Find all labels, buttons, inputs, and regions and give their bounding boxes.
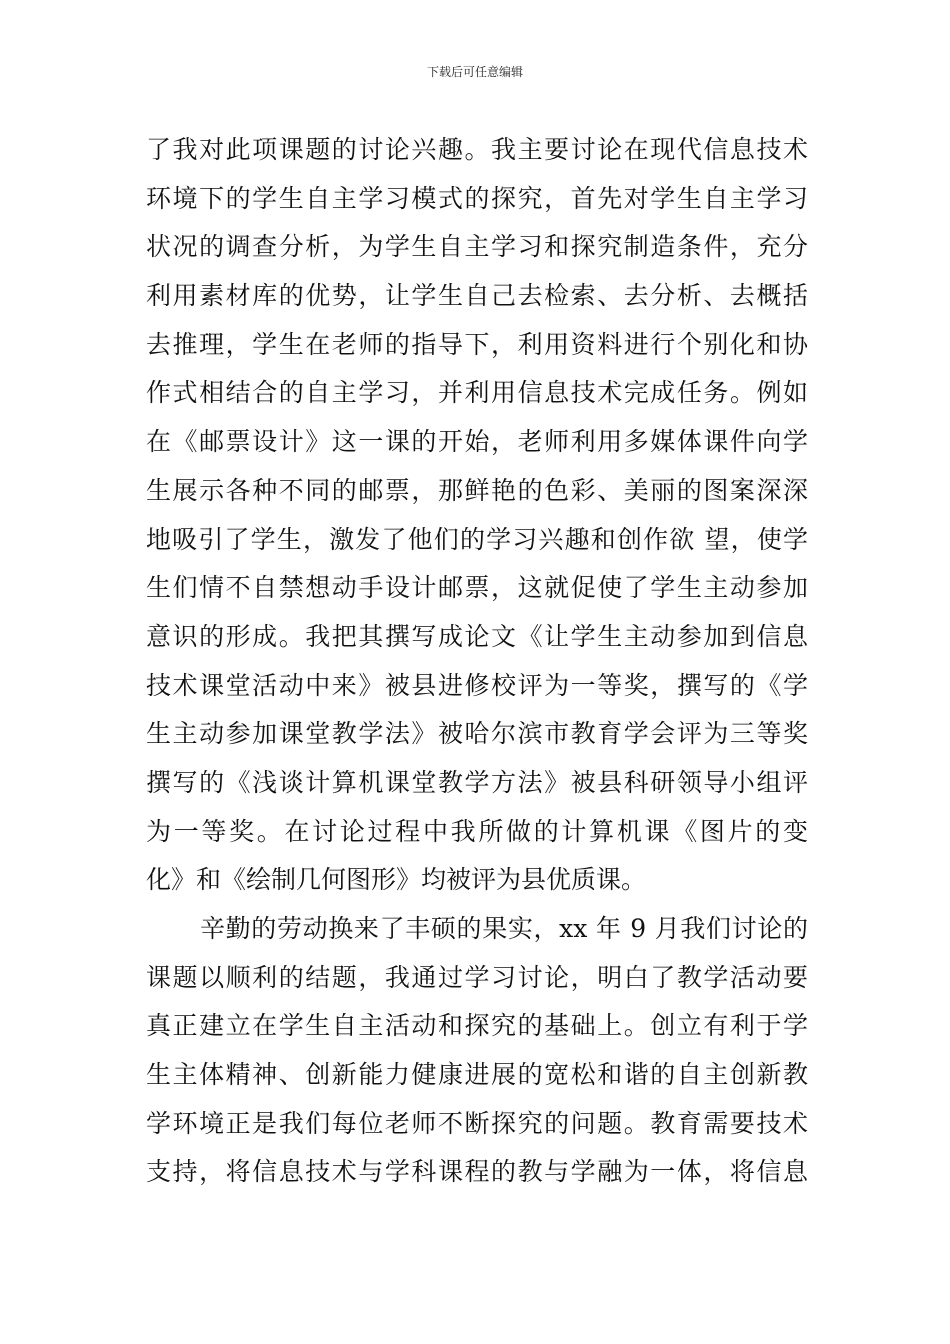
text-line: 地吸引了学生，激发了他们的学习兴趣和创作欲 望，使学 xyxy=(146,524,808,554)
text-line: 撰写的《浅谈计算机课堂教学方法》被县科研领导小组评 xyxy=(146,767,808,797)
paragraph-2 xyxy=(146,905,808,1197)
page-header: 下载后可任意编辑 xyxy=(426,65,523,79)
text-line: 技术课堂活动中来》被县进修校评为一等奖，撰写的《学 xyxy=(146,670,808,700)
text-line: 了我对此项课题的讨论兴趣。我主要讨论在现代信息技术 xyxy=(146,135,808,164)
body-text xyxy=(146,126,808,1197)
text-line: 在《邮票设计》这一课的开始，老师利用多媒体课件向学 xyxy=(146,427,808,457)
text-line: 环境下的学生自主学习模式的探究，首先对学生自主学习 xyxy=(146,183,808,213)
text-line: 生主动参加课堂教学法》被哈尔滨市教育学会评为三等奖 xyxy=(146,719,808,749)
text-line: 去推理，学生在老师的指导下，利用资料进行个别化和协 xyxy=(146,329,808,359)
text-line: 化》和《绘制几何图形》均被评为县优质课。 xyxy=(146,865,647,895)
text-line: 利用素材库的优势，让学生自己去检索、去分析、去概括 xyxy=(146,281,808,311)
text-line: 真正建立在学生自主活动和探究的基础上。创立有利于学 xyxy=(146,1011,808,1041)
text-line: 学环境正是我们每位老师不断探究的问题。教育需要技术 xyxy=(146,1108,808,1138)
text-line: 意识的形成。我把其撰写成论文《让学生主动参加到信息 xyxy=(146,621,808,651)
text-line: 生主体精神、创新能力健康进展的宽松和谐的自主创新教 xyxy=(146,1060,808,1090)
text-line: 生展示各种不同的邮票，那鲜艳的色彩、美丽的图案深深 xyxy=(146,475,808,505)
text-line: 支持，将信息技术与学科课程的教与学融为一体，将信息 xyxy=(146,1157,808,1187)
text-line: 作式相结合的自主学习，并利用信息技术完成任务。例如 xyxy=(146,378,808,408)
text-line: 生们情不自禁想动手设计邮票，这就促使了学生主动参加 xyxy=(146,573,808,603)
text-line: 为一等奖。在讨论过程中我所做的计算机课《图片的变 xyxy=(146,816,808,846)
text-line: 辛勤的劳动换来了丰硕的果实，xx 年 9 月我们讨论的 xyxy=(200,914,808,943)
paragraph-1 xyxy=(146,126,808,905)
text-line: 状况的调查分析，为学生自主学习和探究制造条件，充分 xyxy=(146,232,808,262)
text-line: 课题以顺利的结题，我通过学习讨论，明白了教学活动要 xyxy=(146,962,808,992)
